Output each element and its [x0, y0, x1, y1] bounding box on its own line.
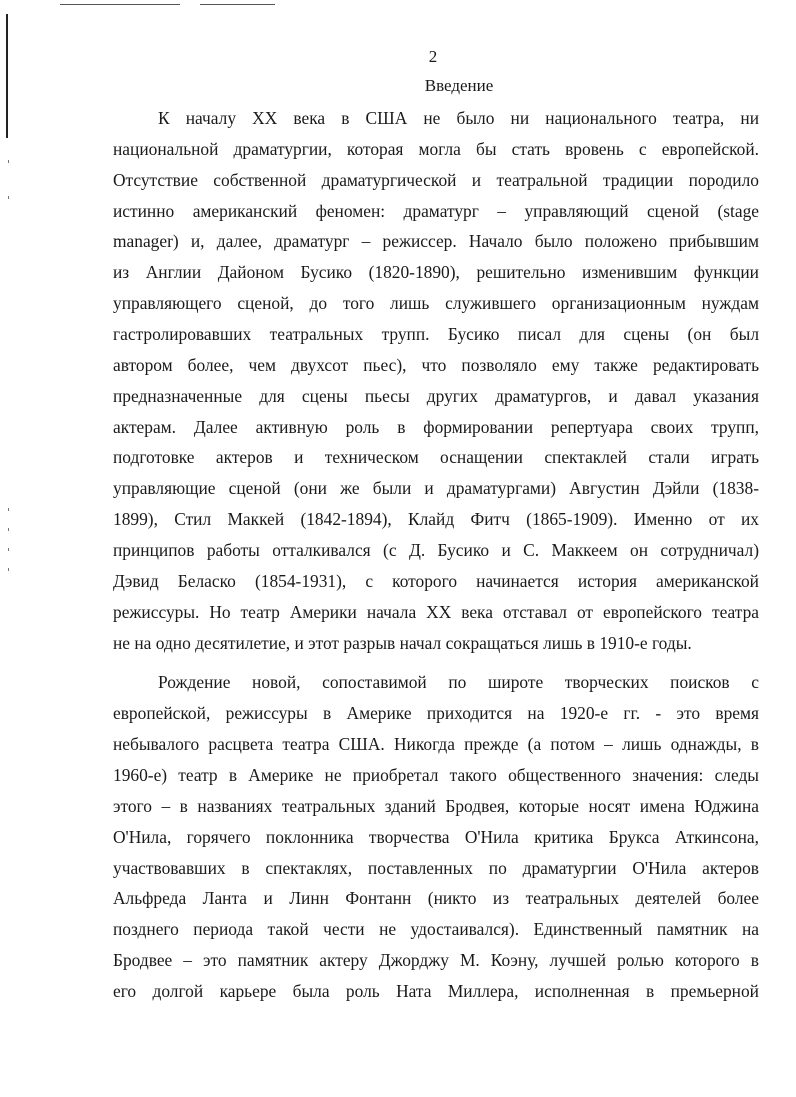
scan-speck: [8, 568, 9, 571]
scan-edge-gap: [180, 2, 200, 7]
text-line: Дэвид Беласко (1854-1931), с которого начинается история американской: [113, 570, 759, 591]
scan-speck: [8, 508, 9, 511]
text-line: 1899), Стил Маккей (1842-1894), Клайд Фитч (1865-1909). Именно от их: [113, 509, 759, 530]
document-body: [113, 103, 759, 1007]
text-line: этого – в названиях театральных зданий Бродвея, которые носят имена Юджина: [113, 795, 759, 816]
text-line: Бродвее – это памятник актеру Джорджу М. Коэну, лучшей ролью которого в: [113, 950, 759, 971]
text-line: подготовке актеров и техническом оснащении спектаклей стали играть: [113, 447, 759, 468]
text-line: участвовавших в спектаклях, поставленных по драматургии О'Нила актеров: [113, 857, 759, 878]
text-line: режиссуры. Но театр Америки начала ХХ века отставал от европейского театра: [113, 601, 759, 622]
text-line: его долгой карьере была роль Ната Миллера, исполненная в премьерной: [113, 981, 759, 1002]
text-line: К началу ХХ века в США не было ни национального театра, ни: [158, 108, 759, 128]
text-line: позднего периода такой чести не удостаивался). Единственный памятник на: [113, 919, 759, 940]
page-number: 2: [428, 47, 438, 66]
text-line: Отсутствие собственной драматургической и театральной традиции породило: [113, 169, 759, 190]
text-line: национальной драматургии, которая могла бы стать вровень с европейской.: [113, 138, 759, 159]
scan-speck: [8, 196, 9, 199]
text-line: автором более, чем двухсот пьес), что позволяло ему также редактировать: [113, 354, 759, 375]
text-line: не на одно десятилетие, и этот разрыв начал сокращаться лишь в 1910-е годы.: [113, 632, 692, 653]
page-heading: Введение: [424, 76, 494, 95]
text-line: Альфреда Ланта и Линн Фонтанн (никто из театральных деятелей более: [113, 888, 759, 909]
scan-speck: [8, 548, 9, 551]
text-line: manager) и, далее, драматург – режиссер. Начало было положено прибывшим: [113, 231, 759, 252]
text-line: европейской, режиссуры в Америке приходится на 1920-е гг. - это время: [113, 703, 759, 724]
text-line: управляющего сценой, до того лишь служившего организационным нуждам: [113, 293, 759, 314]
text-line: предназначенные для сцены пьесы других драматургов, и давал указания: [113, 385, 759, 406]
text-line: 1960-е) театр в Америке не приобретал такого общественного значения: следы: [113, 765, 759, 786]
text-line: небывалого расцвета театра США. Никогда прежде (а потом – лишь однажды, в: [113, 734, 759, 755]
text-line: истинно американский феномен: драматург – управляющий сценой (stage: [113, 200, 759, 221]
text-line: Рождение новой, сопоставимой по широте творческих поисков с: [158, 672, 759, 693]
text-line: управляющие сценой (они же были и драматургами) Августин Дэйли (1838-: [113, 478, 759, 499]
scan-edge-top: [60, 4, 275, 5]
text-line: О'Нила, горячего поклонника творчества О'Нила критика Брукса Аткинсона,: [113, 826, 759, 847]
paragraph-2: [113, 667, 759, 1006]
paragraph-1: [113, 103, 759, 658]
scan-speck: [8, 528, 9, 531]
text-line: из Англии Дайоном Бусико (1820-1890), решительно изменившим функции: [113, 262, 759, 283]
scan-speck: [8, 160, 9, 163]
text-line: принципов работы отталкивался (с Д. Бусико и С. Маккеем он сотрудничал): [113, 540, 759, 561]
text-line: актерам. Далее активную роль в формировании репертуара своих трупп,: [113, 416, 759, 437]
text-line: гастролировавших театральных трупп. Бусико писал для сцены (он был: [113, 324, 759, 345]
